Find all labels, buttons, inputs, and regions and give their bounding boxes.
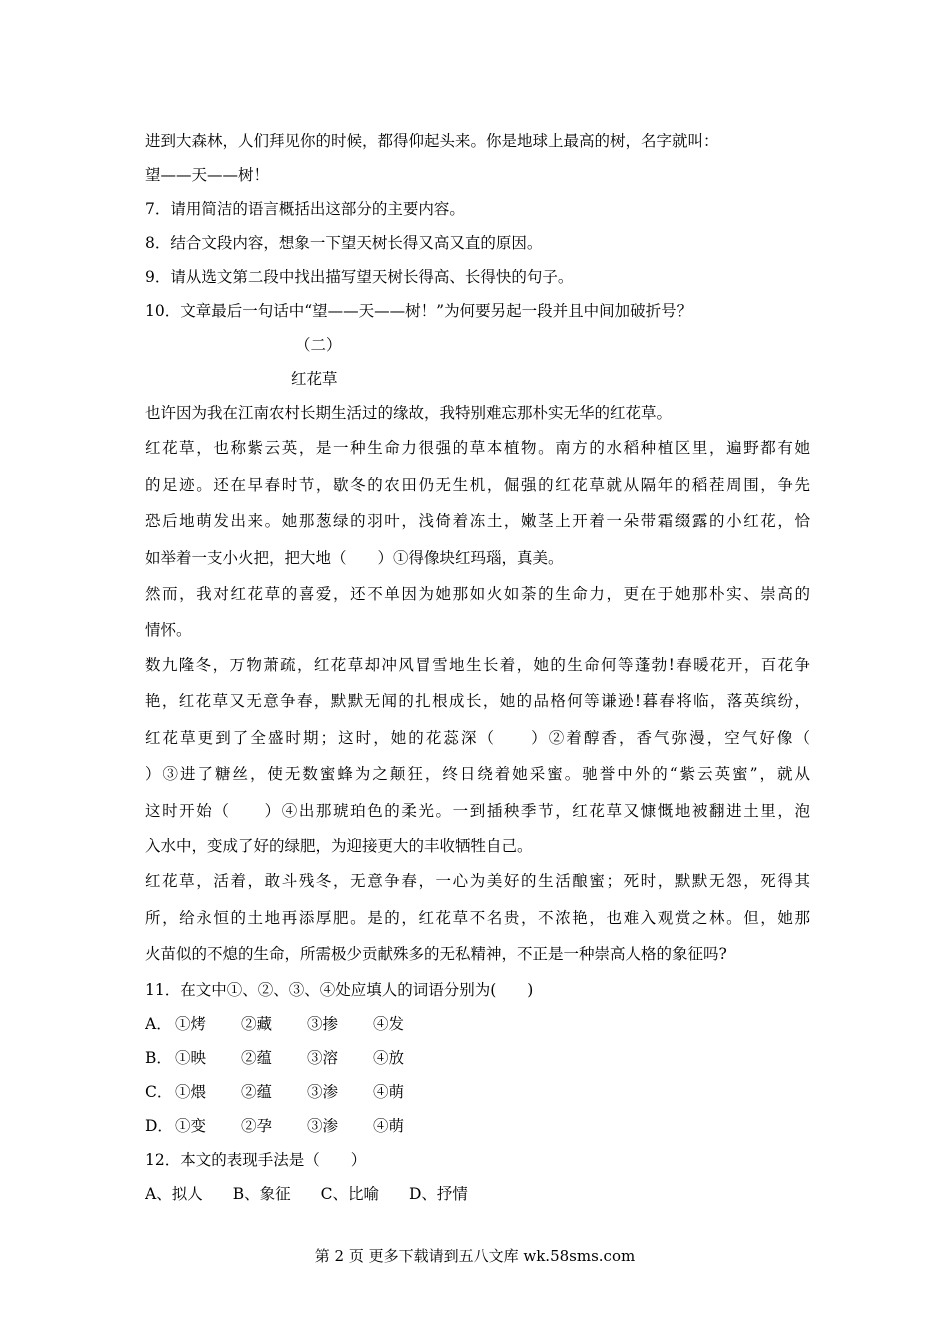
option-row-d	[145, 1109, 810, 1143]
option-item: ①映	[175, 1048, 207, 1067]
page-footer: 第 2 页 更多下载请到五八文库 wk.58sms.com	[314, 1247, 636, 1265]
paragraph-line: 入水中，变成了好的绿肥，为迎接更大的丰收牺牲自己。	[145, 837, 533, 855]
paragraph-line: 恐后地萌发出来。她那葱绿的羽叶，浅倚着冻土，嫩茎上开着一朵带霜缀露的小红花，恰	[145, 512, 810, 530]
paragraph-line: 望——天——树！	[145, 166, 270, 184]
option-item: ③渗	[307, 1116, 339, 1135]
option-label: B．	[145, 1048, 172, 1067]
option-item: ④发	[373, 1014, 405, 1033]
option-item: ①变	[175, 1116, 207, 1135]
question-12	[145, 1143, 810, 1211]
option-item: ③掺	[307, 1014, 339, 1033]
passage-1	[145, 124, 810, 192]
option-item: ②孕	[241, 1116, 273, 1135]
paragraph-line: 所，给永恒的土地再添厚肥。是的，红花草不名贵，不浓艳，也难入观赏之林。但，她那	[145, 908, 810, 927]
option-item: ①烤	[175, 1014, 207, 1033]
question-stem: 11．在文中①、②、③、④处应填人的词语分别为( )	[145, 980, 534, 999]
document-body	[145, 124, 810, 1211]
option-item: ②蕴	[241, 1082, 273, 1101]
option-item: ④放	[373, 1048, 405, 1067]
option-label: D．	[145, 1116, 173, 1135]
paragraph-line: 如举着一支小火把，把大地（ ）①得像块红玛瑙，真美。	[145, 548, 564, 567]
paragraph-line: 情怀。	[145, 620, 192, 639]
paragraph-line: 红花草更到了全盛时期；这时，她的花蕊深（ ）②着醇香，香气弥漫，空气好像（	[145, 728, 810, 747]
question-8: 8．结合文段内容，想象一下望天树长得又高又直的原因。	[145, 234, 543, 252]
option-item: A、拟人	[145, 1184, 203, 1203]
option-row	[145, 1177, 810, 1211]
option-item: ①煨	[175, 1082, 207, 1101]
paragraph-line: 火苗似的不熄的生命，所需极少贡献殊多的无私精神，不正是一种崇高人格的象征吗?	[145, 945, 727, 963]
option-label: C．	[145, 1082, 173, 1101]
section-heading	[145, 328, 810, 396]
questions-7-10	[145, 192, 810, 328]
question-11	[145, 973, 810, 1143]
paragraph-line: 红花草，活着，敢斗残冬，无意争春，一心为美好的生活酿蜜；死时，默默无怨，死得其	[145, 872, 810, 890]
paragraph-line: 这时开始（ ）④出那琥珀色的柔光。一到插秧季节，红花草又慷慨地被翻进土里，泡	[145, 801, 810, 820]
paragraph-line: ）③进了糖丝，使无数蜜蜂为之颠狂，终日绕着她采蜜。驰誉中外的“紫云英蜜”，就从	[145, 765, 810, 783]
option-item: ③渗	[307, 1082, 339, 1101]
section-number: （二）	[295, 336, 342, 354]
option-row-b	[145, 1041, 810, 1075]
paragraph-line: 红花草，也称紫云英，是一种生命力很强的草本植物。南方的水稻种植区里，遍野都有她	[145, 439, 810, 457]
paragraph-line: 的足迹。还在早春时节，歇冬的农田仍无生机，倔强的红花草就从隔年的稻茬周围，争先	[145, 475, 810, 494]
paragraph-line: 也许因为我在江南农村长期生活过的缘故，我特别难忘那朴实无华的红花草。	[145, 404, 673, 422]
option-item: ④萌	[373, 1082, 405, 1101]
paragraph-line: 进到大森林，人们拜见你的时候，都得仰起头来。你是地球上最高的树，名字就叫：	[145, 132, 719, 150]
question-stem: 12．本文的表现手法是（ ）	[145, 1150, 367, 1169]
option-label: A．	[145, 1014, 172, 1033]
passage-2	[145, 396, 810, 973]
question-9: 9．请从选文第二段中找出描写望天树长得高、长得快的句子。	[145, 268, 574, 286]
question-10: 10．文章最后一句话中“望——天——树！”为何要另起一段并且中间加破折号？	[145, 302, 693, 320]
option-item: C、比喻	[320, 1184, 379, 1203]
option-row-c	[145, 1075, 810, 1109]
option-row-a	[145, 1007, 810, 1041]
paragraph-line: 然而，我对红花草的喜爱，还不单因为她那如火如荼的生命力，更在于她那朴实、崇高的	[145, 585, 810, 603]
option-item: D、抒情	[408, 1184, 468, 1203]
paragraph-line: 艳，红花草又无意争春，默默无闻的扎根成长，她的品格何等谦逊!暮春将临，落英缤纷，	[145, 692, 810, 710]
question-7: 7．请用简洁的语言概括出这部分的主要内容。	[145, 200, 465, 218]
option-item: ②蕴	[241, 1048, 273, 1067]
paragraph-line: 数九隆冬，万物萧疏，红花草却冲风冒雪地生长着，她的生命何等蓬勃!春暖花开，百花争	[145, 655, 810, 674]
option-item: ④萌	[373, 1116, 405, 1135]
section-title: 红花草	[291, 370, 338, 388]
option-item: ③溶	[307, 1048, 339, 1067]
option-item: B、象征	[232, 1184, 291, 1203]
option-item: ②藏	[241, 1014, 273, 1033]
